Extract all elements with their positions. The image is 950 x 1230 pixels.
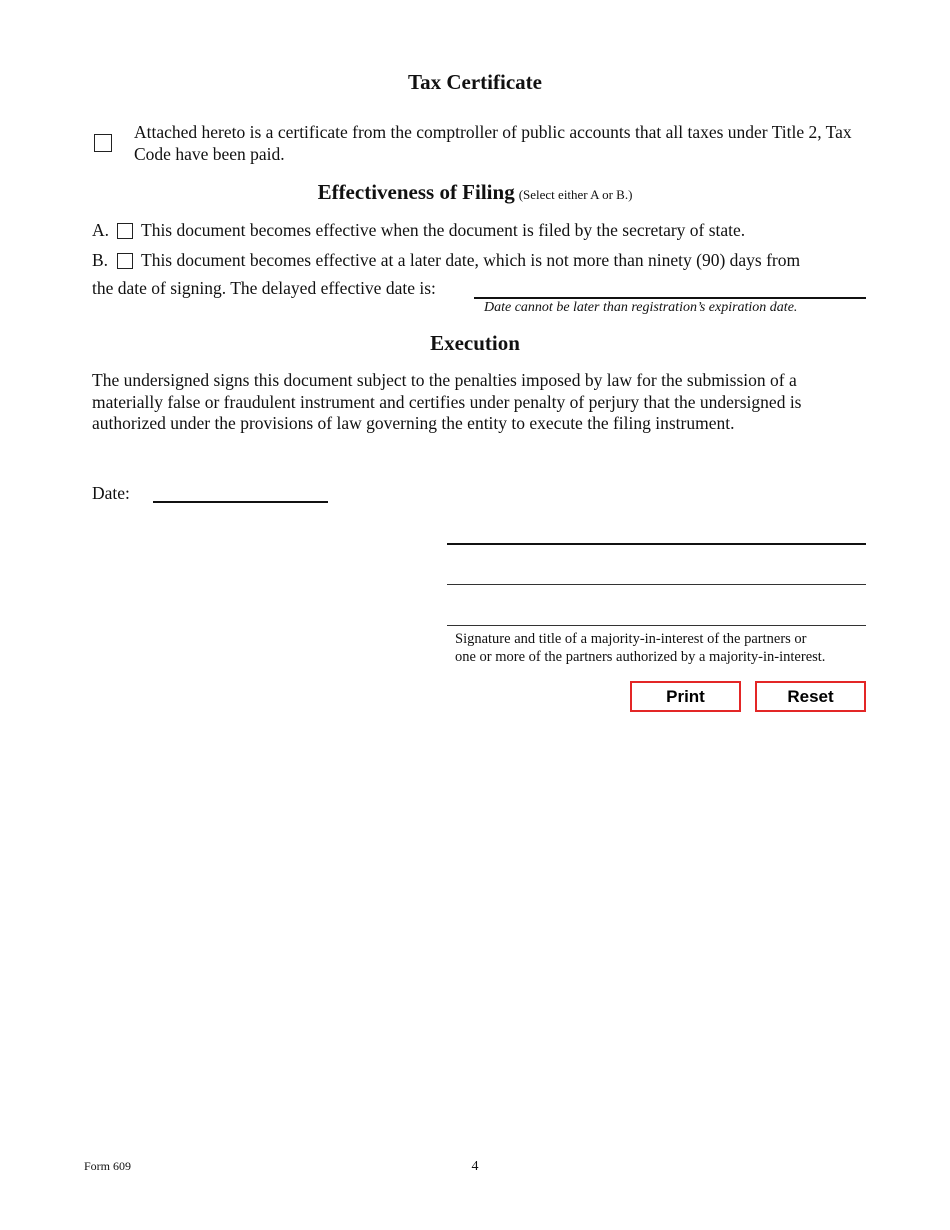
form-number: Form 609 bbox=[84, 1159, 132, 1173]
tax-certificate-statement: Attached hereto is a certificate from the comptroller of public accounts that all taxes under Title 2, Tax Code have been paid. bbox=[134, 122, 852, 164]
execution-statement: The undersigned signs this document subject to the penalties imposed by law for the submission of a materially false or fraudulent instrument and certifies under penalty of perjury that the undersigned is authorized under the provisions of law governing the entity to execute the filing instrument. bbox=[92, 370, 802, 433]
option-b-text-line2: the date of signing. The delayed effective date is: bbox=[92, 278, 436, 298]
delayed-date-field[interactable] bbox=[474, 297, 866, 299]
signature-line-1[interactable] bbox=[447, 543, 866, 545]
date-field[interactable] bbox=[153, 501, 328, 503]
tax-certificate-checkbox[interactable] bbox=[94, 134, 112, 152]
signature-line-3[interactable] bbox=[447, 625, 866, 626]
effectiveness-note: (Select either A or B.) bbox=[518, 187, 633, 202]
option-a-letter: A. bbox=[92, 220, 110, 240]
date-label: Date: bbox=[92, 483, 130, 503]
signature-caption-line2: one or more of the partners authorized by a majority-in-interest. bbox=[455, 649, 826, 665]
signature-line-2[interactable] bbox=[447, 584, 866, 585]
option-a-text: This document becomes effective when the document is filed by the secretary of state. bbox=[141, 220, 746, 240]
signature-caption-line1: Signature and title of a majority-in-interest of the partners or bbox=[455, 631, 807, 647]
effectiveness-heading: Effectiveness of Filing bbox=[317, 180, 515, 204]
tax-certificate-heading: Tax Certificate bbox=[408, 70, 542, 94]
option-b-text-line1: This document becomes effective at a later date, which is not more than ninety (90) days from bbox=[141, 250, 801, 270]
page-number: 4 bbox=[471, 1159, 479, 1174]
print-button[interactable]: Print bbox=[630, 681, 741, 712]
execution-heading: Execution bbox=[430, 331, 520, 355]
delayed-date-hint: Date cannot be later than registration’s expiration date. bbox=[484, 300, 798, 315]
reset-button[interactable]: Reset bbox=[755, 681, 866, 712]
option-a-checkbox[interactable] bbox=[117, 223, 133, 239]
option-b-checkbox[interactable] bbox=[117, 253, 133, 269]
option-b-letter: B. bbox=[92, 250, 109, 270]
effectiveness-heading-row bbox=[0, 180, 950, 205]
